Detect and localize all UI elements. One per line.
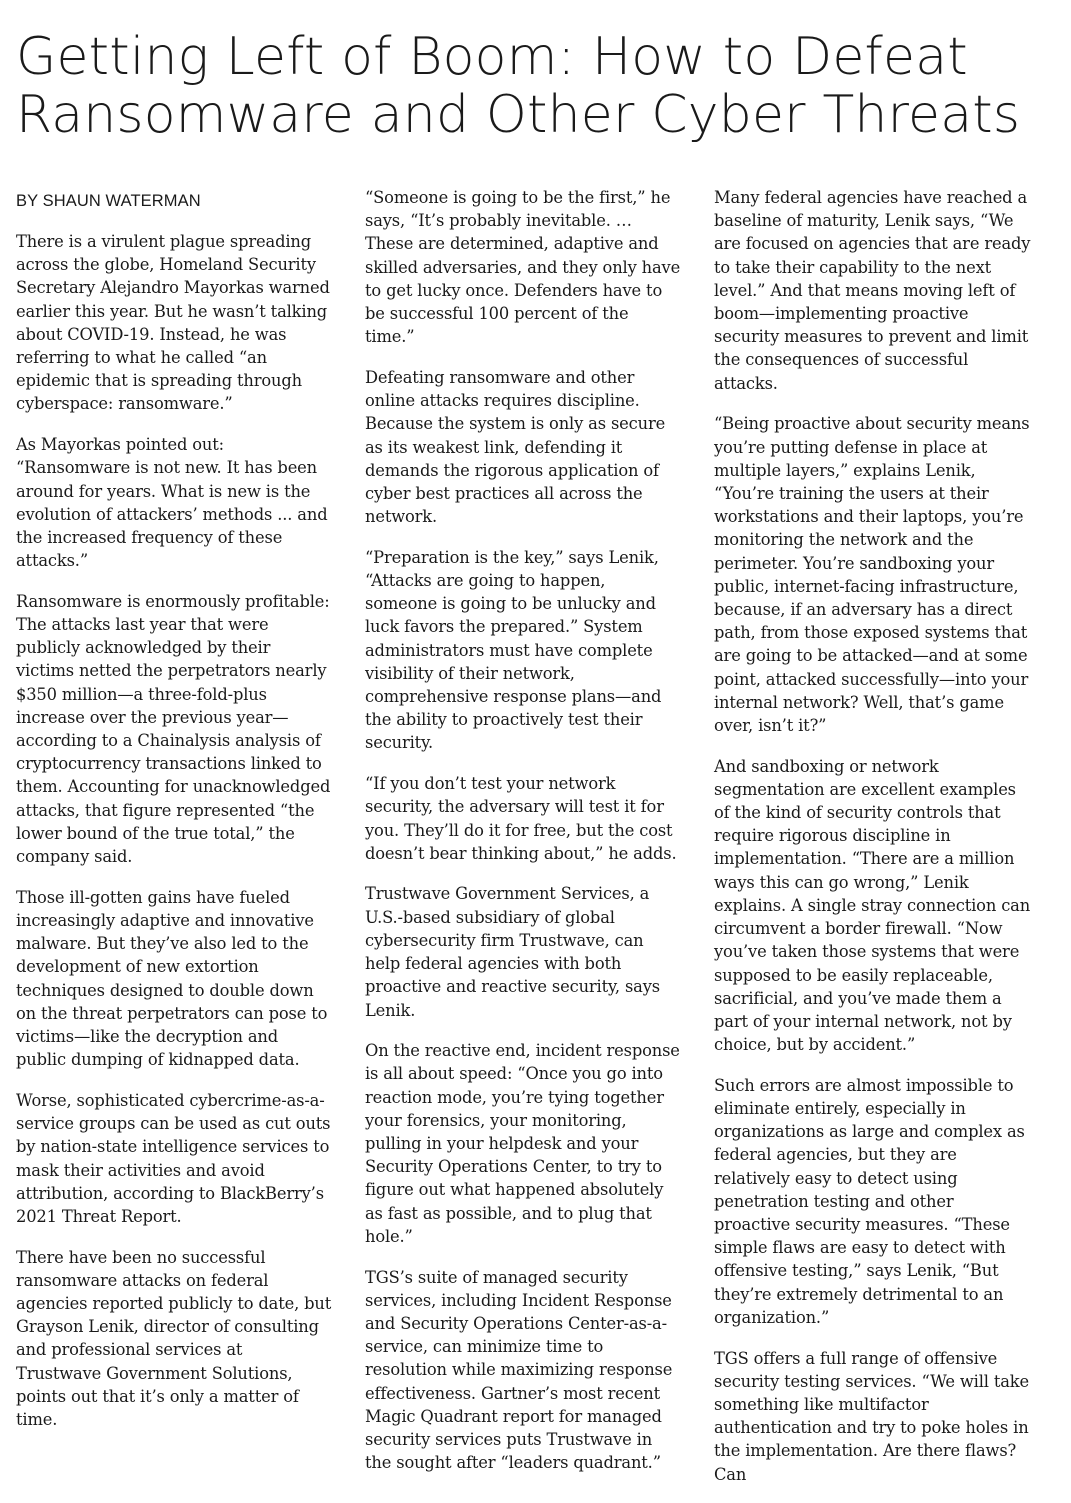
paragraph: As Mayorkas pointed out: “Ransomware is not new. It has been around for years. What is new is the evolution of attackers’ methods ... and the increased frequency of these attacks.” [16, 435, 328, 571]
article-headline: Getting Left of Boom: How to Defeat Ransomware and Other Cyber Threats [16, 27, 1021, 145]
paragraph: Worse, sophisticated cybercrime-as-a-service groups can be used as cut outs by nation-state intelligence services to mask their activities and avoid attribution, according to BlackBerry’s 2021 Threat Report. [16, 1090, 331, 1226]
paragraph: Defeating ransomware and other online attacks requires discipline. Because the system is only as secure as its weakest link, defending it demands the rigorous application of cyber best practices all across the network. [365, 367, 666, 527]
article-column-1 [16, 186, 332, 1449]
paragraph: TGS’s suite of managed security services, including Incident Response and Security Operations Center-as-a-service, can minimize time to resolution while maximizing response effectiveness. Gartner’s most recent Magic Quadrant report for managed security services puts Trustwave in the sought after “leaders quadrant.” [365, 1267, 673, 1473]
article-byline: BY SHAUN WATERMAN [16, 192, 201, 210]
paragraph: Such errors are almost impossible to eliminate entirely, especially in organizations as large and complex as federal agencies, but they are relatively easy to detect using penetration testing and other proactive security measures. “These simple flaws are easy to detect with offensive testing,” says Lenik, “But they’re extremely detrimental to an organization.” [714, 1075, 1025, 1327]
paragraph: Ransomware is enormously profitable: The attacks last year that were publicly acknowledged by their victims netted the perpetrators nearly $350 million—a three-fold-plus increase over the previous year—according to a Chainalysis analysis of cryptocurrency transactions linked to them. Accounting for unacknowledged attacks, that figure represented “the lower bound of the true total,” the company said. [16, 591, 331, 867]
article-column-3 [714, 186, 1032, 1503]
paragraph: “If you don’t test your network security, the adversary will test it for you. They’ll do it for free, but the cost doesn’t bear thinking about,” he adds. [365, 774, 677, 863]
paragraph: Those ill-gotten gains have fueled increasingly adaptive and innovative malware. But they’ve also led to the development of new extortion techniques designed to double down on the threat perpetrators can pose to victims—like the decryption and public dumping of kidnapped data. [16, 887, 328, 1070]
paragraph: There have been no successful ransomware attacks on federal agencies reported publicly to date, but Grayson Lenik, director of consulting and professional services at Trustwave Government Solutions, points out that it’s only a matter of time. [16, 1247, 332, 1430]
paragraph: “Being proactive about security means you’re putting defense in place at multiple layers,” explains Lenik, “You’re training the users at their workstations and their laptops, you’re monitoring the network and the perimeter. You’re sandboxing your public, internet-facing infrastructure, because, if an adversary has a direct path, from those exposed systems that are going to be attacked—and at some point, attacked successfully—into your internal network? Well, that’s game over, isn’t it?” [714, 414, 1030, 735]
paragraph: “Someone is going to be the first,” he says, “It’s probably inevitable. … These are determined, adaptive and skilled adversaries, and they only have to get lucky once. Defenders have to be successful 100 percent of the time.” [365, 188, 681, 347]
paragraph: There is a virulent plague spreading across the globe, Homeland Security Secretary Alejandro Mayorkas warned earlier this year. But he wasn’t talking about COVID-19. Instead, he was referring to what he called “an epidemic that is spreading through cyberspace: ransomware.” [16, 232, 330, 414]
paragraph: On the reactive end, incident response is all about speed: “Once you go into reaction mode, you’re tying together your forensics, your monitoring, pulling in your helpdesk and your Security Operations Center, to try to figure out what happened absolutely as fast as possible, and to plug that hole.” [365, 1041, 680, 1246]
paragraph: “Preparation is the key,” says Lenik, “Attacks are going to happen, someone is going to be unlucky and luck favors the prepared.” System administrators must have complete visibility of their network, comprehensive response plans—and the ability to proactively test their security. [365, 547, 662, 753]
paragraph: Trustwave Government Services, a U.S.-based subsidiary of global cybersecurity firm Trustwave, can help federal agencies with both proactive and reactive security, says Lenik. [365, 884, 660, 1020]
paragraph: Many federal agencies have reached a baseline of maturity, Lenik says, “We are focused on agencies that are ready to take their capability to the next level.” And that means moving left of boom—implementing proactive security measures to prevent and limit the consequences of successful attacks. [714, 188, 1031, 393]
article-column-2 [365, 186, 681, 1492]
paragraph: TGS offers a full range of offensive security testing services. “We will take something like multifactor authentication and try to poke holes in the implementation. Are there flaws? Can [714, 1348, 1029, 1484]
paragraph: And sandboxing or network segmentation are excellent examples of the kind of security controls that require rigorous discipline in implementation. “There are a million ways this can go wrong,” Lenik explains. A single stray connection can circumvent a border firewall. “Now you’ve taken those systems that were supposed to be easily replaceable, sacrificial, and you’ve made them a part of your internal network, not by choice, but by accident.” [714, 756, 1031, 1055]
